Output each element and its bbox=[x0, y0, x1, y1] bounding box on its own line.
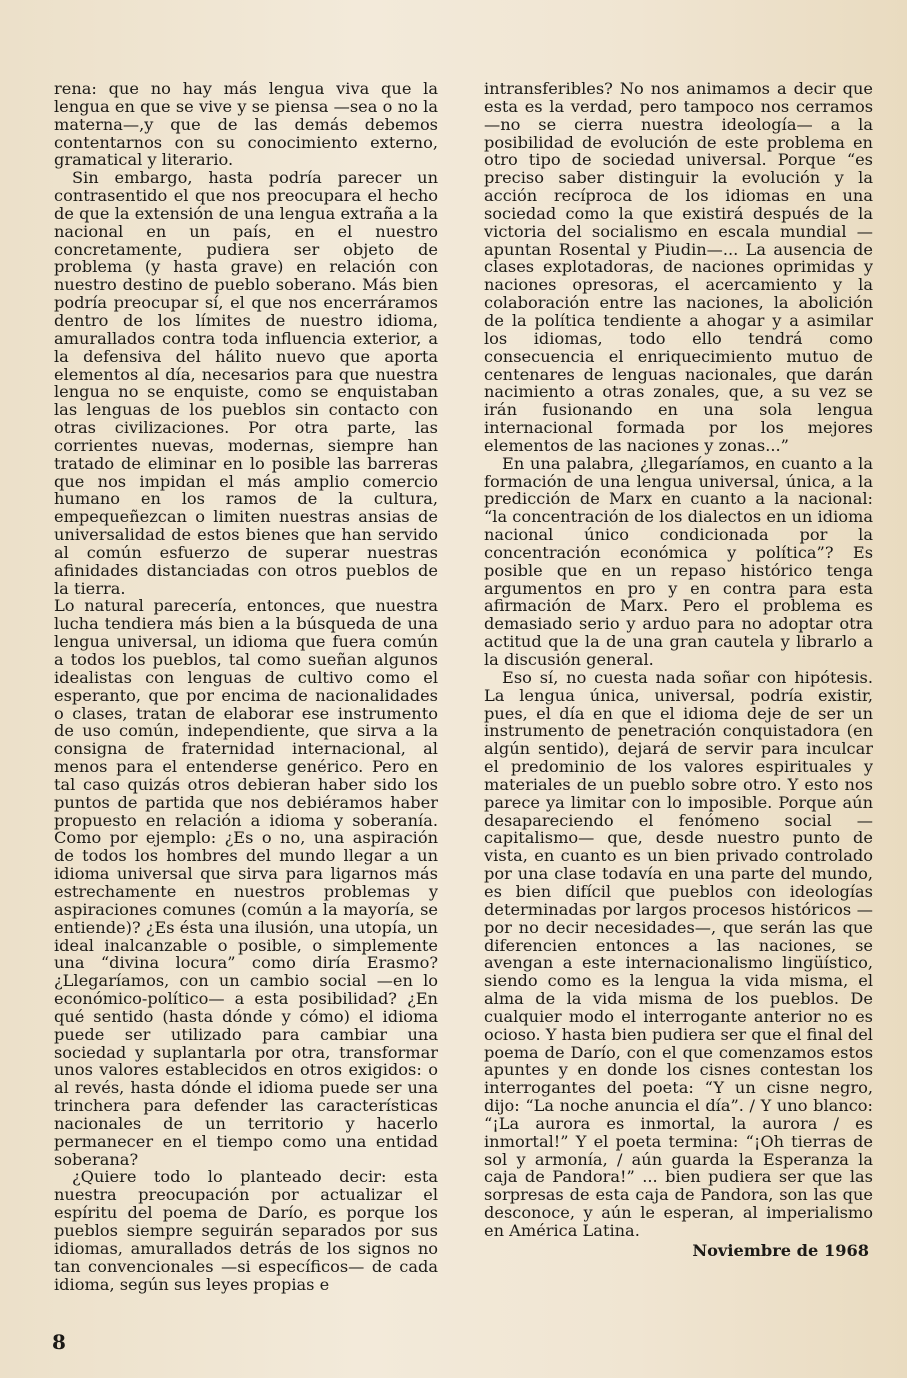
paragraph: rena: que no hay más lengua viva que la lengua en que se vive y se piensa —sea o no la materna—,y que de las demás debemos contentarnos con su conocimiento externo, gramatical y literario. bbox=[54, 79, 438, 170]
article-date: Noviembre de 1968 bbox=[692, 1240, 869, 1260]
left-text-column bbox=[54, 80, 438, 1293]
page-number: 8 bbox=[52, 1330, 66, 1354]
right-text-column bbox=[484, 80, 873, 1260]
paragraph: Eso sí, no cuesta nada soñar con hipótesis. La lengua única, universal, podría existir, pues, el día en que el idioma deje de ser un instrumento de penetración conquistadora (en algún sentido), dejará de servir para inculcar el predominio de los valores espirituales y materiales de un pueblo sobre otro. Y esto nos parece ya limitar con lo imposible. Porque aún desapareciendo el fenómeno social —capitalismo— que, desde nuestro punto de vista, en cuanto es un bien privado controlado por una clase todavía en una parte del mundo, es bien difícil que pueblos con ideologías determinadas por largos procesos históricos —por no decir necesidades—, que serán las que diferencien entonces a las naciones, se avengan a este internacionalismo lingüístico, siendo como es la lengua la vida misma, el alma de la vida misma de los pueblos. De cualquier modo el interrogante anterior no es ocioso. Y hasta bien pudiera ser que el final del poema de Darío, con el que comenzamos estos apuntes y en donde los cisnes contestan los interrogantes del poeta: “Y un cisne negro, dijo: “La noche anuncia el día”. / Y uno blanco: “¡La aurora es inmortal, la aurora / es inmortal!” Y el poeta termina: “¡Oh tierras de sol y armonía, / aún guarda la Esperanza la caja de Pandora!” ... bien pudiera ser que las sorpresas de esta caja de Pandora, son las que desconoce, y aún le esperan, al imperialismo en América Latina. bbox=[484, 667, 873, 1240]
paragraph: Sin embargo, hasta podría parecer un contrasentido el que nos preocupara el hecho de que la extensión de una lengua extraña a la nacional en un país, en el nuestro concretamente, pudiera ser objeto de problema (y hasta grave) en relación con nuestro destino de pueblo soberano. Más bien podría preocupar sí, el que nos encerráramos dentro de los límites de nuestro idioma, amurallados contra toda influencia exterior, a la defensiva del hálito nuevo que aporta elementos al día, necesarios para que nuestra lengua no se enquiste, como se enquistaban las lenguas de los pueblos sin contacto con otras civilizaciones. Por otra parte, las corrientes nuevas, modernas, siempre han tratado de eliminar en lo posible las barreras que nos impidan el más amplio comercio humano en los ramos de la cultura, empequeñezcan o limiten nuestras ansias de universalidad de estos bienes que han servido al común esfuerzo de superar nuestras afinidades distanciadas con otros pueblos de la tierra. bbox=[54, 168, 438, 598]
paragraph: Lo natural parecería, entonces, que nuestra lucha tendiera más bien a la búsqueda de una lengua universal, un idioma que fuera común a todos los pueblos, tal como sueñan algunos idealistas con lenguas de cultivo como el esperanto, que por encima de nacionalidades o clases, tratan de elaborar ese instrumento de uso común, independiente, que sirva a la consigna de fraternidad internacional, al menos para el entenderse genérico. Pero en tal caso quizás otros debieran haber sido los puntos de partida que nos debiéramos haber propuesto en relación a idioma y soberanía. Como por ejemplo: ¿Es o no, una aspiración de todos los hombres del mundo llegar a un idioma universal que sirva para ligarnos más estrechamente en nuestros problemas y aspiraciones comunes (común a la mayoría, se entiende)? ¿Es ésta una ilusión, una utopía, un ideal inalcanzable o posible, o simplemente una “divina locura” como diría Erasmo? ¿Llegaríamos, con un cambio social —en lo económico-político— a esta posibilidad? ¿En qué sentido (hasta dónde y cómo) el idioma puede ser utilizado para cambiar una sociedad y suplantarla por otra, transformar unos valores establecidos en otros exigidos: o al revés, hasta dónde el idioma puede ser una trinchera para defender las características nacionales de un territorio y hacerlo permanecer en el tiempo como una entidad soberana? bbox=[54, 596, 438, 1169]
paragraph: ¿Quiere todo lo planteado decir: esta nuestra preocupación por actualizar el espíritu del poema de Darío, es porque los pueblos siempre seguirán separados por sus idiomas, amurallados detrás de los signos no tan convencionales —si específicos— de cada idioma, según sus leyes propias e bbox=[54, 1167, 438, 1294]
paragraph: intransferibles? No nos animamos a decir que esta es la verdad, pero tampoco nos cerramos —no se cierra nuestra ideología— a la posibilidad de evolución de este problema en otro tipo de sociedad universal. Porque “es preciso saber distinguir la evolución y la acción recíproca de los idiomas en una sociedad como la que existirá después de la victoria del socialismo en escala mundial —apuntan Rosental y Piudin—... La ausencia de clases explotadoras, de naciones oprimidas y naciones opresoras, el acercamiento y la colaboración entre las naciones, la abolición de la política tendiente a ahogar y a asimilar los idiomas, todo ello tendrá como consecuencia el enriquecimiento mutuo de centenares de lenguas nacionales, que darán nacimiento a otras zonales, que, a su vez se irán fusionando en una sola lengua internacional formada por los mejores elementos de las naciones y zonas...” bbox=[484, 79, 873, 455]
paragraph: En una palabra, ¿llegaríamos, en cuanto a la formación de una lengua universal, única, a la predicción de Marx en cuanto a la nacional: “la concentración de los dialectos en un idioma nacional único condicionada por la concentración económica y política”? Es posible que en un repaso histórico tenga argumentos en pro y en contra para esta afirmación de Marx. Pero el problema es demasiado serio y arduo para no adoptar otra actitud que la de una gran cautela y librarlo a la discusión general. bbox=[484, 453, 873, 669]
